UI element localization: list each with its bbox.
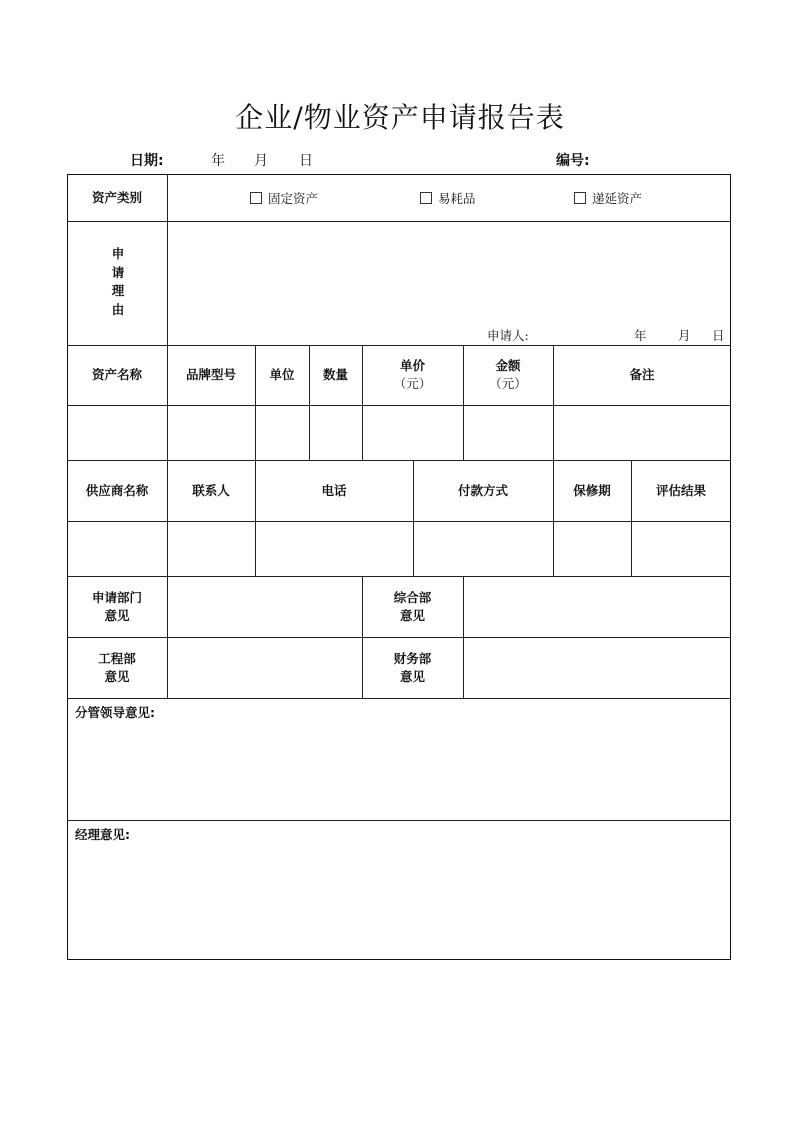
general-dept-opinion-label: 综合部 意见: [393, 589, 432, 623]
checkbox-icon[interactable]: [574, 192, 586, 204]
header-warranty: 保修期: [573, 482, 611, 498]
leader-opinion-label: 分管领导意见:: [75, 705, 155, 720]
header-remarks: 备注: [629, 367, 655, 382]
manager-opinion-input[interactable]: [68, 844, 730, 958]
applicant-month: 月: [678, 328, 691, 343]
header-contact: 联系人: [192, 482, 230, 498]
header-unit-price: 单价 （元）: [393, 358, 432, 391]
supplier-name-input[interactable]: [68, 522, 167, 576]
date-month: 月: [254, 153, 268, 169]
date-year: 年: [211, 153, 225, 169]
header-phone: 电话: [321, 482, 347, 498]
quantity-input[interactable]: [310, 406, 362, 460]
leader-opinion-input[interactable]: [68, 722, 730, 819]
contact-input[interactable]: [168, 522, 255, 576]
header-quantity: 数量: [322, 367, 348, 382]
header-supplier-name: 供应商名称: [85, 482, 149, 498]
option-deferred-asset[interactable]: 递延资产: [574, 189, 642, 207]
option-fixed-asset[interactable]: 固定资产: [250, 189, 318, 207]
engineering-opinion-label: 工程部 意见: [98, 650, 136, 684]
amount-input[interactable]: [464, 406, 553, 460]
date-day: 日: [299, 153, 313, 169]
header-amount: 金额 （元）: [489, 358, 527, 391]
brand-model-input[interactable]: [168, 406, 255, 460]
payment-method-input[interactable]: [414, 522, 553, 576]
applicant-day: 日: [712, 328, 725, 343]
applicant-label: 申请人:: [487, 328, 529, 343]
reason-input[interactable]: [169, 222, 729, 322]
dept-opinion-label: 申请部门 意见: [91, 589, 142, 623]
header-asset-name: 资产名称: [91, 367, 142, 382]
checkbox-icon[interactable]: [420, 192, 432, 204]
applicant-year: 年: [634, 328, 647, 343]
header-unit: 单位: [269, 367, 295, 382]
evaluation-input[interactable]: [632, 522, 730, 576]
date-label: 日期:: [130, 153, 164, 169]
finance-opinion-input[interactable]: [464, 638, 730, 698]
phone-input[interactable]: [256, 522, 413, 576]
page-title: 企业/物业资产申请报告表: [235, 101, 565, 134]
asset-category-label: 资产类别: [91, 189, 142, 205]
option-consumables[interactable]: 易耗品: [420, 189, 476, 207]
manager-opinion-label: 经理意见:: [75, 827, 130, 842]
finance-opinion-label: 财务部 意见: [393, 650, 432, 684]
unit-input[interactable]: [256, 406, 309, 460]
header-evaluation: 评估结果: [655, 482, 706, 498]
remarks-input[interactable]: [554, 406, 730, 460]
number-label: 编号:: [556, 153, 590, 169]
asset-name-input[interactable]: [68, 406, 167, 460]
unit-price-input[interactable]: [363, 406, 463, 460]
checkbox-icon[interactable]: [250, 192, 262, 204]
header-payment-method: 付款方式: [457, 482, 508, 498]
general-dept-opinion-input[interactable]: [464, 577, 730, 637]
reason-label: 申 请 理 由: [111, 246, 125, 317]
engineering-opinion-input[interactable]: [168, 638, 362, 698]
header-brand-model: 品牌型号: [185, 367, 236, 382]
warranty-input[interactable]: [554, 522, 631, 576]
dept-opinion-input[interactable]: [168, 577, 362, 637]
